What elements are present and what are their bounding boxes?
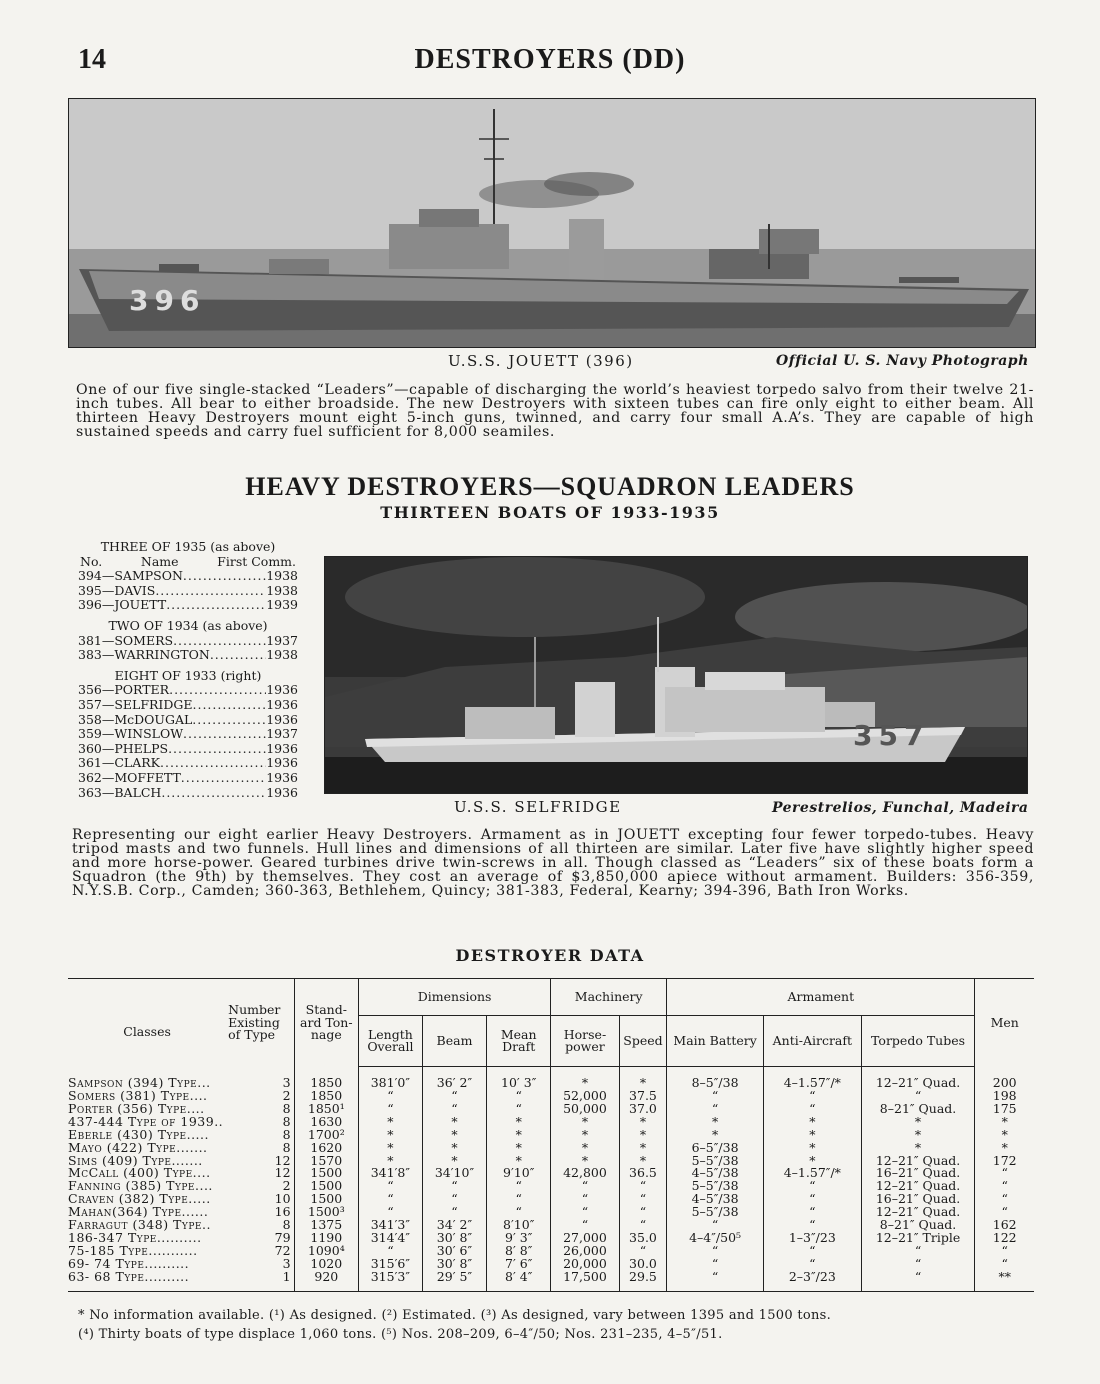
cell-men: 172 [975,1154,1034,1167]
cell-class-name: 186-347 Type.......... [68,1229,202,1245]
footnote-line-1: * No information available. (¹) As designed. (²) Estimated. (³) As designed, vary between 1395 and 1500 tons. [78,1308,832,1323]
cell-class-name: Fanning (385) Type.... [68,1178,213,1194]
selfridge-ship-illustration [325,557,1027,793]
cell-tonnage: 1620 [294,1141,359,1154]
cell-torpedo-tubes: “ [861,1245,975,1258]
cell-main-battery: 5–5″/38 [667,1154,764,1167]
cell-number-existing: 8 [282,1216,291,1232]
cell-number-existing: 12 [274,1152,291,1168]
cell-length: “ [359,1103,423,1116]
cell-number-existing: 72 [274,1242,291,1258]
table-row [68,1067,1034,1090]
cell-number-existing: 10 [274,1191,291,1207]
cell-draft: * [487,1116,551,1129]
cell-class-name: Mayo (422) Type....... [68,1139,208,1155]
table-row [68,1245,1034,1258]
roster-ship: 383—WARRINGTON ..... 1938 [78,648,298,663]
cell-draft: * [487,1129,551,1142]
cell-tonnage: 1500 [294,1193,359,1206]
cell-torpedo-tubes: * [861,1141,975,1154]
roster-group-title: THREE OF 1935 (as above) [100,539,276,554]
cell-torpedo-tubes: * [861,1116,975,1129]
cell-main-battery: 4–4″/50⁵ [667,1232,764,1245]
cell-draft: 9′ 3″ [487,1232,551,1245]
table-row [68,1232,1034,1245]
cell-main-battery: “ [667,1270,764,1291]
cell-length: 341′8″ [359,1167,423,1180]
cell-torpedo-tubes: “ [861,1257,975,1270]
jouett-photo-credit: Official U. S. Navy Photograph [776,353,1029,369]
cell-draft: 8′ 4″ [487,1270,551,1291]
roster-ship: 358—McDOUGAL ..... 1936 [78,713,298,728]
cell-horsepower: 42,800 [551,1167,620,1180]
cell-speed: “ [619,1180,666,1193]
cell-torpedo-tubes: 8–21″ Quad. [861,1219,975,1232]
cell-length: 315′6″ [359,1257,423,1270]
cell-length: 381′0″ [359,1067,423,1090]
cell-speed: 35.0 [619,1232,666,1245]
cell-anti-aircraft: “ [764,1245,862,1258]
ship-roster [78,540,298,800]
cell-length: 341′3″ [359,1219,423,1232]
cell-tonnage: 1630 [294,1116,359,1129]
cell-anti-aircraft: “ [764,1103,862,1116]
cell-anti-aircraft: “ [764,1180,862,1193]
cell-main-battery: * [667,1129,764,1142]
cell-main-battery: 4–5″/38 [667,1193,764,1206]
table-row [68,1257,1034,1270]
cell-main-battery: “ [667,1090,764,1103]
cell-tonnage: 1850 [294,1090,359,1103]
roster-ship: 396—JOUETT ..... 1939 [78,598,298,613]
cell-men: * [975,1129,1034,1142]
roster-ship: 395—DAVIS ..... 1938 [78,584,298,599]
cell-speed: * [619,1116,666,1129]
cell-beam: * [422,1116,487,1129]
cell-length: * [359,1141,423,1154]
cell-draft: 8′ 8″ [487,1245,551,1258]
cell-draft: “ [487,1180,551,1193]
cell-men: ** [975,1270,1034,1291]
selfridge-photo [324,556,1028,794]
cell-anti-aircraft: * [764,1116,862,1129]
cell-draft: * [487,1154,551,1167]
cell-tonnage: 1500 [294,1167,359,1180]
cell-speed: * [619,1129,666,1142]
cell-main-battery: “ [667,1245,764,1258]
header-number: Number Existing of Type [226,979,294,1067]
cell-main-battery: * [667,1116,764,1129]
header-armament: Armament [667,979,975,1016]
cell-beam: 30′ 8″ [422,1257,487,1270]
cell-draft: “ [487,1090,551,1103]
cell-number-existing: 79 [274,1229,291,1245]
roster-ship: 359—WINSLOW ..... 1937 [78,727,298,742]
cell-main-battery: 8–5″/38 [667,1067,764,1090]
cell-tonnage: 1020 [294,1257,359,1270]
roster-ship: 362—MOFFETT ..... 1936 [78,771,298,786]
cell-horsepower: “ [551,1193,620,1206]
cell-number-existing: 8 [282,1113,291,1129]
cell-length: * [359,1129,423,1142]
cell-main-battery: 6–5″/38 [667,1141,764,1154]
selfridge-description: Representing our eight earlier Heavy Destroyers. Armament as in JOUETT excepting four fewer torpedo-tubes. Heavy tripod masts and two funnels. Hull lines and dimensions of all thirteen are similar. Later five have slightly higher speed and more horse-power. Geared turbines drive twin-screws in all. Though classed as “Leaders” six of these boats form a Squadron (the 9th) by themselves. They cost an average of $3,850,000 apiece without armament. Builders: 356-359, N.Y.S.B. Corp., Camden; 360-363, Bethlehem, Quincy; 381-383, Federal, Kearny; 394-396, Bath Iron Works. [72,827,1034,899]
cell-main-battery: 4–5″/38 [667,1167,764,1180]
cell-beam: * [422,1154,487,1167]
table-body [68,1067,1034,1292]
selfridge-hull-number: 357 [853,719,930,752]
section-subtitle: THIRTEEN BOATS OF 1933-1935 [380,503,720,522]
cell-horsepower: 52,000 [551,1090,620,1103]
cell-number-existing: 8 [282,1100,291,1116]
cell-speed: 37.5 [619,1090,666,1103]
roster-col-name: Name [140,553,179,569]
cell-speed: * [619,1141,666,1154]
table-row [68,1129,1034,1142]
cell-number-existing: 1 [226,1270,294,1291]
cell-men: “ [975,1206,1034,1219]
cell-anti-aircraft: * [764,1129,862,1142]
header-machinery: Machinery [551,979,667,1016]
cell-beam: 36′ 2″ [422,1067,487,1090]
cell-length: 315′3″ [359,1270,423,1291]
page-number: 14 [78,44,106,75]
cell-length: “ [359,1180,423,1193]
cell-draft: * [487,1141,551,1154]
cell-anti-aircraft: 1–3″/23 [764,1232,862,1245]
cell-horsepower: 50,000 [551,1103,620,1116]
header-beam: Beam [422,1016,487,1067]
header-torpedo-tubes: Torpedo Tubes [861,1016,975,1067]
cell-speed: 30.0 [619,1257,666,1270]
destroyer-data-table [68,978,1034,1292]
cell-speed: 29.5 [619,1270,666,1291]
cell-main-battery: “ [667,1103,764,1116]
cell-men: 122 [975,1232,1034,1245]
cell-anti-aircraft: * [764,1141,862,1154]
cell-draft: “ [487,1103,551,1116]
table-title: DESTROYER DATA [455,946,645,965]
cell-number-existing: 8 [282,1126,291,1142]
cell-beam: “ [422,1206,487,1219]
cell-number-existing: 3 [282,1074,291,1090]
cell-main-battery: 5–5″/38 [667,1206,764,1219]
cell-men: “ [975,1245,1034,1258]
cell-tonnage: 1090⁴ [294,1245,359,1258]
cell-anti-aircraft: 4–1.57″/* [764,1167,862,1180]
cell-class-name: Craven (382) Type..... [68,1191,211,1207]
cell-class-name: Porter (356) Type.... [68,1100,205,1116]
cell-anti-aircraft: “ [764,1090,862,1103]
cell-length: “ [359,1090,423,1103]
cell-horsepower: 26,000 [551,1245,620,1258]
cell-torpedo-tubes: “ [861,1270,975,1291]
cell-beam: “ [422,1193,487,1206]
selfridge-photo-credit: Perestrelios, Funchal, Madeira [772,800,1029,816]
cell-anti-aircraft: 2–3″/23 [764,1270,862,1291]
cell-horsepower: “ [551,1206,620,1219]
cell-torpedo-tubes: 12–21″ Quad. [861,1154,975,1167]
cell-number-existing: 3 [282,1255,291,1271]
cell-beam: * [422,1129,487,1142]
cell-men: 175 [975,1103,1034,1116]
cell-class-name: 437-444 Type of 1939.. [68,1113,224,1129]
cell-class-name: McCall (400) Type.... [68,1165,211,1181]
cell-men: * [975,1116,1034,1129]
cell-men: “ [975,1180,1034,1193]
cell-class-name: 63- 68 Type.......... [68,1270,226,1291]
cell-anti-aircraft: 4–1.57″/* [764,1067,862,1090]
jouett-caption: U.S.S. JOUETT (396) [448,352,634,370]
cell-class-name: Mahan(364) Type...... [68,1204,209,1220]
cell-horsepower: 17,500 [551,1270,620,1291]
jouett-ship-illustration [69,99,1035,347]
header-classes: Classes [68,979,226,1067]
header-speed: Speed [619,1016,666,1067]
cell-length: * [359,1116,423,1129]
cell-torpedo-tubes: 16–21″ Quad. [861,1193,975,1206]
cell-torpedo-tubes: 16–21″ Quad. [861,1167,975,1180]
cell-men: 198 [975,1090,1034,1103]
header-horsepower: Horse-power [551,1016,620,1067]
header-length: Length Overall [359,1016,423,1067]
header-men: Men [975,979,1034,1067]
cell-beam: 34′10″ [422,1167,487,1180]
cell-number-existing: 8 [282,1139,291,1155]
roster-ship: 360—PHELPS ..... 1936 [78,742,298,757]
cell-beam: “ [422,1180,487,1193]
cell-beam: “ [422,1103,487,1116]
cell-men: “ [975,1193,1034,1206]
cell-horsepower: * [551,1067,620,1090]
header-anti-aircraft: Anti-Aircraft [764,1016,862,1067]
cell-anti-aircraft: “ [764,1257,862,1270]
cell-speed: 37.0 [619,1103,666,1116]
cell-speed: 36.5 [619,1167,666,1180]
cell-beam: 29′ 5″ [422,1270,487,1291]
header-main-battery: Main Battery [667,1016,764,1067]
selfridge-caption: U.S.S. SELFRIDGE [454,798,622,816]
cell-anti-aircraft: “ [764,1206,862,1219]
roster-group-title: EIGHT OF 1933 (right) [114,667,262,683]
jouett-photo [68,98,1036,348]
page-title: DESTROYERS (DD) [414,44,686,75]
cell-torpedo-tubes: * [861,1129,975,1142]
cell-tonnage: 1375 [294,1219,359,1232]
cell-anti-aircraft: “ [764,1193,862,1206]
cell-length: “ [359,1193,423,1206]
cell-tonnage: 1850¹ [294,1103,359,1116]
cell-horsepower: * [551,1129,620,1142]
cell-class-name: Sampson (394) Type... [68,1074,211,1090]
cell-men: 162 [975,1219,1034,1232]
cell-draft: 10′ 3″ [487,1067,551,1090]
cell-main-battery: “ [667,1257,764,1270]
cell-tonnage: 920 [294,1270,359,1291]
cell-main-battery: 5–5″/38 [667,1180,764,1193]
cell-number-existing: 2 [282,1178,291,1194]
cell-men: “ [975,1257,1034,1270]
roster-ship: 394—SAMPSON ..... 1938 [78,569,298,584]
cell-number-existing: 16 [274,1204,291,1220]
cell-beam: “ [422,1090,487,1103]
cell-torpedo-tubes: 12–21″ Quad. [861,1067,975,1090]
roster-ship: 363—BALCH ..... 1936 [78,786,298,801]
cell-horsepower: “ [551,1219,620,1232]
header-dimensions: Dimensions [359,979,551,1016]
cell-draft: “ [487,1193,551,1206]
cell-torpedo-tubes: 8–21″ Quad. [861,1103,975,1116]
roster-group-title: TWO OF 1934 (as above) [108,617,268,633]
cell-horsepower: “ [551,1180,620,1193]
cell-tonnage: 1850 [294,1067,359,1090]
footnote-line-2: (⁴) Thirty boats of type displace 1,060 tons. (⁵) Nos. 208–209, 6–4″/50; Nos. 231–235, 4–5″/51. [78,1327,723,1342]
cell-tonnage: 1500³ [294,1206,359,1219]
cell-draft: 7′ 6″ [487,1257,551,1270]
cell-tonnage: 1570 [294,1154,359,1167]
cell-draft: “ [487,1206,551,1219]
cell-anti-aircraft: * [764,1154,862,1167]
cell-main-battery: “ [667,1219,764,1232]
table-row [68,1270,1034,1291]
cell-beam: 30′ 8″ [422,1232,487,1245]
header-tonnage: Stand-ard Ton-nage [294,979,359,1067]
section-title: HEAVY DESTROYERS—SQUADRON LEADERS [245,472,855,501]
cell-speed: * [619,1067,666,1090]
cell-beam: 30′ 6″ [422,1245,487,1258]
cell-tonnage: 1700² [294,1129,359,1142]
roster-column-headers [78,555,298,570]
roster-col-comm: First Comm. [217,553,296,569]
cell-speed: “ [619,1245,666,1258]
cell-torpedo-tubes: 12–21″ Quad. [861,1206,975,1219]
cell-class-name: 69- 74 Type.......... [68,1255,190,1271]
cell-number-existing: 2 [282,1088,291,1104]
cell-class-name: 75-185 Type........... [68,1242,198,1258]
cell-beam: * [422,1141,487,1154]
cell-horsepower: * [551,1141,620,1154]
cell-class-name: Somers (381) Type.... [68,1088,208,1104]
cell-men: “ [975,1167,1034,1180]
cell-speed: “ [619,1219,666,1232]
cell-tonnage: 1190 [294,1232,359,1245]
cell-torpedo-tubes: 12–21″ Triple [861,1232,975,1245]
cell-torpedo-tubes: 12–21″ Quad. [861,1180,975,1193]
cell-speed: * [619,1154,666,1167]
roster-ship: 356—PORTER ..... 1936 [78,683,298,698]
cell-anti-aircraft: “ [764,1219,862,1232]
roster-ship: 357—SELFRIDGE ..... 1936 [78,698,298,713]
cell-men: * [975,1141,1034,1154]
cell-men: 200 [975,1067,1034,1090]
cell-length: “ [359,1245,423,1258]
cell-horsepower: 27,000 [551,1232,620,1245]
cell-draft: 8′10″ [487,1219,551,1232]
jouett-hull-number: 396 [129,284,206,317]
cell-horsepower: 20,000 [551,1257,620,1270]
cell-length: * [359,1154,423,1167]
cell-torpedo-tubes: “ [861,1090,975,1103]
cell-horsepower: * [551,1154,620,1167]
cell-beam: 34′ 2″ [422,1219,487,1232]
cell-class-name: Sims (409) Type....... [68,1152,203,1168]
cell-tonnage: 1500 [294,1180,359,1193]
cell-length: “ [359,1206,423,1219]
header-draft: Mean Draft [487,1016,551,1067]
cell-number-existing: 12 [274,1165,291,1181]
cell-speed: “ [619,1193,666,1206]
cell-class-name: Eberle (430) Type..... [68,1126,209,1142]
roster-ship: 361—CLARK ..... 1936 [78,756,298,771]
cell-horsepower: * [551,1116,620,1129]
cell-length: 314′4″ [359,1232,423,1245]
cell-draft: 9′10″ [487,1167,551,1180]
table-row [68,1116,1034,1129]
roster-col-no: No. [80,553,103,569]
cell-speed: “ [619,1206,666,1219]
jouett-description: One of our five single-stacked “Leaders”—capable of discharging the world’s heaviest torpedo salvo from their twelve 21-inch tubes. All bear to either broadside. The new Destroyers with sixteen tubes can fire only eight to either beam. All thirteen Heavy Destroyers mount eight 5-inch guns, twinned, and carry four small A.A’s. They are capable of high sustained speeds and carry fuel sufficient for 8,000 seamiles. [76,382,1034,440]
roster-ship: 381—SOMERS ..... 1937 [78,634,298,649]
cell-class-name: Farragut (348) Type.. [68,1216,211,1232]
